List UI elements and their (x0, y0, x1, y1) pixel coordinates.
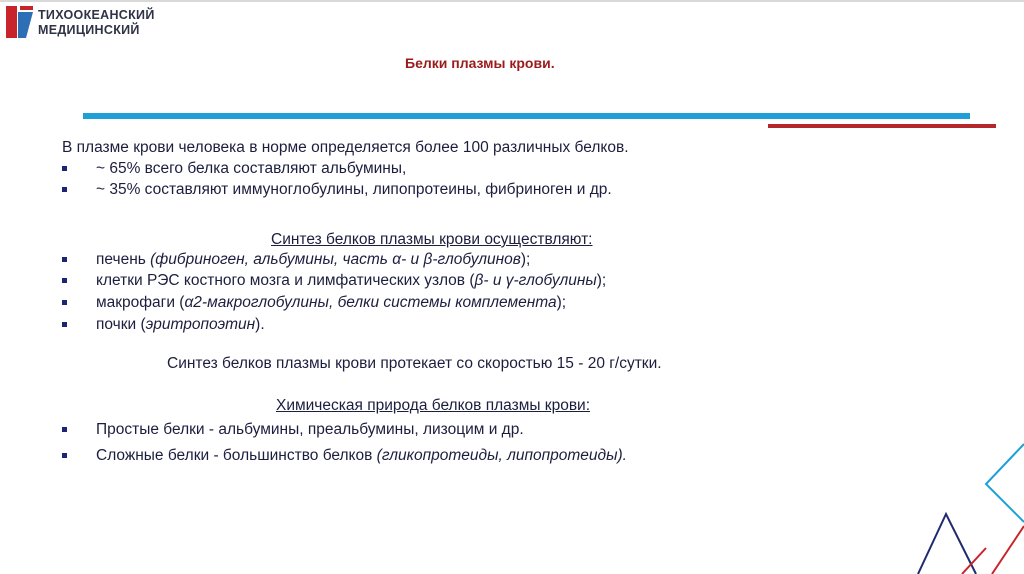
slide-title: Белки плазмы крови. (405, 55, 555, 71)
synthesis-item (96, 316, 265, 334)
synthesis-lead: почки ( (96, 316, 146, 333)
synthesis-lead: клетки РЭС костного мозга и лимфатических узлов ( (96, 272, 475, 289)
synthesis-item (96, 294, 566, 312)
synthesis-italic: эритропоэтин (145, 316, 256, 333)
logo-mark-icon (6, 6, 34, 38)
synthesis-item (96, 272, 606, 290)
chem-item (96, 447, 627, 465)
bullet-icon (62, 187, 67, 192)
accent-bar-red (768, 124, 996, 128)
synthesis-tail: ); (556, 294, 567, 311)
synthesis-heading: Синтез белков плазмы крови осуществляют: (271, 231, 593, 248)
bullet-icon (62, 300, 67, 305)
synthesis-tail: ); (520, 251, 531, 268)
bullet-icon (62, 427, 67, 432)
composition-item: ~ 35% составляют иммуноглобулины, липопротеины, фибриноген и др. (96, 181, 612, 198)
synthesis-lead: печень (96, 251, 151, 268)
bullet-icon (62, 166, 67, 171)
synthesis-tail: ); (596, 272, 607, 289)
accent-bar-blue (83, 113, 970, 119)
chem-lead: Простые белки - альбумины, преальбумины, лизоцим и др. (96, 421, 524, 438)
logo-text-line1: ТИХООКЕАНСКИЙ (38, 8, 155, 22)
bullet-icon (62, 278, 67, 283)
synthesis-italic: α2-макроглобулины, белки системы комплемента (184, 294, 557, 311)
chem-lead: Сложные белки - большинство белков (96, 447, 377, 464)
synthesis-tail: ). (255, 316, 265, 333)
chem-heading: Химическая природа белков плазмы крови: (276, 397, 591, 414)
logo-text-line2: МЕДИЦИНСКИЙ (38, 23, 140, 37)
chem-item (96, 421, 524, 439)
university-logo (6, 6, 166, 40)
synthesis-rate: Синтез белков плазмы крови протекает со скоростью 15 - 20 г/сутки. (167, 355, 662, 372)
synthesis-italic: β- и γ-глобулины (474, 272, 597, 289)
synthesis-lead: макрофаги ( (96, 294, 185, 311)
top-border (0, 0, 1024, 2)
bullet-icon (62, 453, 67, 458)
synthesis-item (96, 251, 530, 269)
synthesis-italic: (фибриноген, альбумины, часть α- и β-глобулинов (150, 251, 521, 268)
bullet-icon (62, 322, 67, 327)
chem-italic: (гликопротеиды, липопротеиды). (376, 447, 627, 464)
decorative-lines (900, 430, 1024, 574)
composition-item: ~ 65% всего белка составляют альбумины, (96, 160, 407, 177)
bullet-icon (62, 257, 67, 262)
intro-text: В плазме крови человека в норме определяется более 100 различных белков. (62, 139, 629, 156)
